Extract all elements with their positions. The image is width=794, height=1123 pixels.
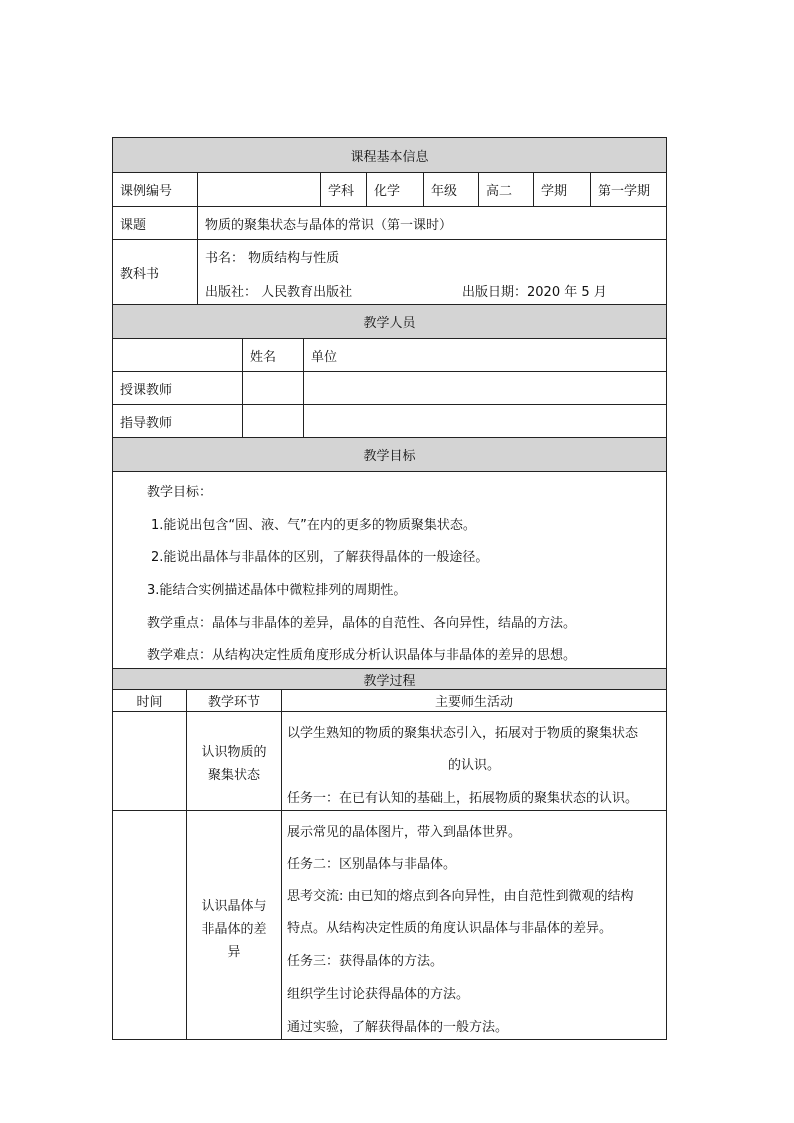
process-col-activity: 主要师生活动 (434, 695, 513, 710)
book-name: 书名： 物质结构与性质 (205, 251, 340, 266)
stage-1-activity-3: 任务一：在已有认知的基础上，拓展物质的聚集状态的认识。 (287, 791, 639, 806)
stage-1-name-line-2: 聚集状态 (207, 768, 260, 783)
stage-1-activity-1: 以学生熟知的物质的聚集状态引入，拓展对于物质的聚集状态 (287, 726, 639, 741)
stage-2-activity-4: 特点。从结构决定性质的角度认识晶体与非晶体的差异。 (287, 921, 613, 936)
goals-header: 教学目标 (113, 438, 666, 471)
staff-role-advisor: 指导教师 (120, 415, 173, 431)
stage-2-activity-7: 通过实验，了解获得晶体的一般方法。 (287, 1020, 509, 1035)
stage-2-name-line-1: 认识晶体与 (201, 899, 267, 914)
process-header: 教学过程 (113, 669, 666, 689)
process-table (112, 668, 667, 1040)
staff-unit-teacher (304, 372, 666, 404)
staff-table (112, 304, 667, 438)
stage-2-name-line-2: 非晶体的差 (201, 922, 267, 937)
stage-2-time (113, 811, 186, 1039)
basic-info-header: 课程基本信息 (113, 138, 666, 172)
textbook-label: 教科书 (120, 266, 160, 282)
process-col-stage: 教学环节 (207, 695, 260, 710)
case-no-label: 课例编号 (120, 184, 173, 199)
stage-1-time (113, 712, 186, 810)
goal-item-2: 2.能说出晶体与非晶体的区别，了解获得晶体的一般途径。 (151, 550, 489, 565)
stage-2-activity-5: 任务三：获得晶体的方法。 (287, 954, 444, 969)
process-col-time: 时间 (136, 695, 163, 710)
subject-value: 化学 (374, 184, 401, 199)
stage-1-activity-2: 的认识。 (447, 758, 500, 773)
stage-2-activity-6: 组织学生讨论获得晶体的方法。 (287, 987, 470, 1002)
staff-role-teacher: 授课教师 (120, 382, 173, 398)
goal-item-1: 1.能说出包含“固、液、气”在内的更多的物质聚集状态。 (151, 518, 476, 533)
publisher: 出版社： 人民教育出版社 (205, 285, 353, 300)
staff-name-advisor (243, 405, 303, 437)
staff-name-col: 姓名 (250, 349, 277, 365)
topic-value: 物质的聚集状态与晶体的常识（第一课时） (205, 217, 453, 233)
stage-2-activity-1: 展示常见的晶体图片，带入到晶体世界。 (287, 825, 522, 840)
term-label: 学期 (541, 184, 568, 199)
staff-header: 教学人员 (113, 305, 666, 338)
staff-role-col (113, 339, 242, 371)
goal-item-3: 3.能结合实例描述晶体中微粒排列的周期性。 (147, 583, 407, 598)
staff-unit-advisor (304, 405, 666, 437)
topic-label: 课题 (120, 217, 147, 233)
case-no-value (198, 173, 320, 206)
basic-info-table (112, 137, 667, 305)
stage-2-activity-3: 思考交流: 由已知的熔点到各向异性，由自范性到微观的结构 (287, 889, 634, 904)
goals-table (112, 437, 667, 669)
grade-label: 年级 (431, 184, 458, 199)
stage-1-name-line-1: 认识物质的 (201, 745, 267, 760)
subject-label: 学科 (328, 184, 355, 199)
goals-key-point: 教学重点：晶体与非晶体的差异，晶体的自范性、各向异性，结晶的方法。 (147, 616, 577, 631)
term-value: 第一学期 (598, 184, 651, 199)
staff-name-teacher (243, 372, 303, 404)
publish-date: 出版日期：2020 年 5 月 (462, 285, 607, 300)
staff-unit-col: 单位 (311, 349, 338, 365)
stage-2-activity-2: 任务二：区别晶体与非晶体。 (287, 857, 457, 872)
goals-difficulty: 教学难点：从结构决定性质角度形成分析认识晶体与非晶体的差异的思想。 (147, 648, 577, 663)
grade-value: 高二 (486, 184, 513, 199)
stage-2-name-line-3: 异 (227, 945, 241, 960)
goals-intro: 教学目标： (147, 485, 213, 500)
